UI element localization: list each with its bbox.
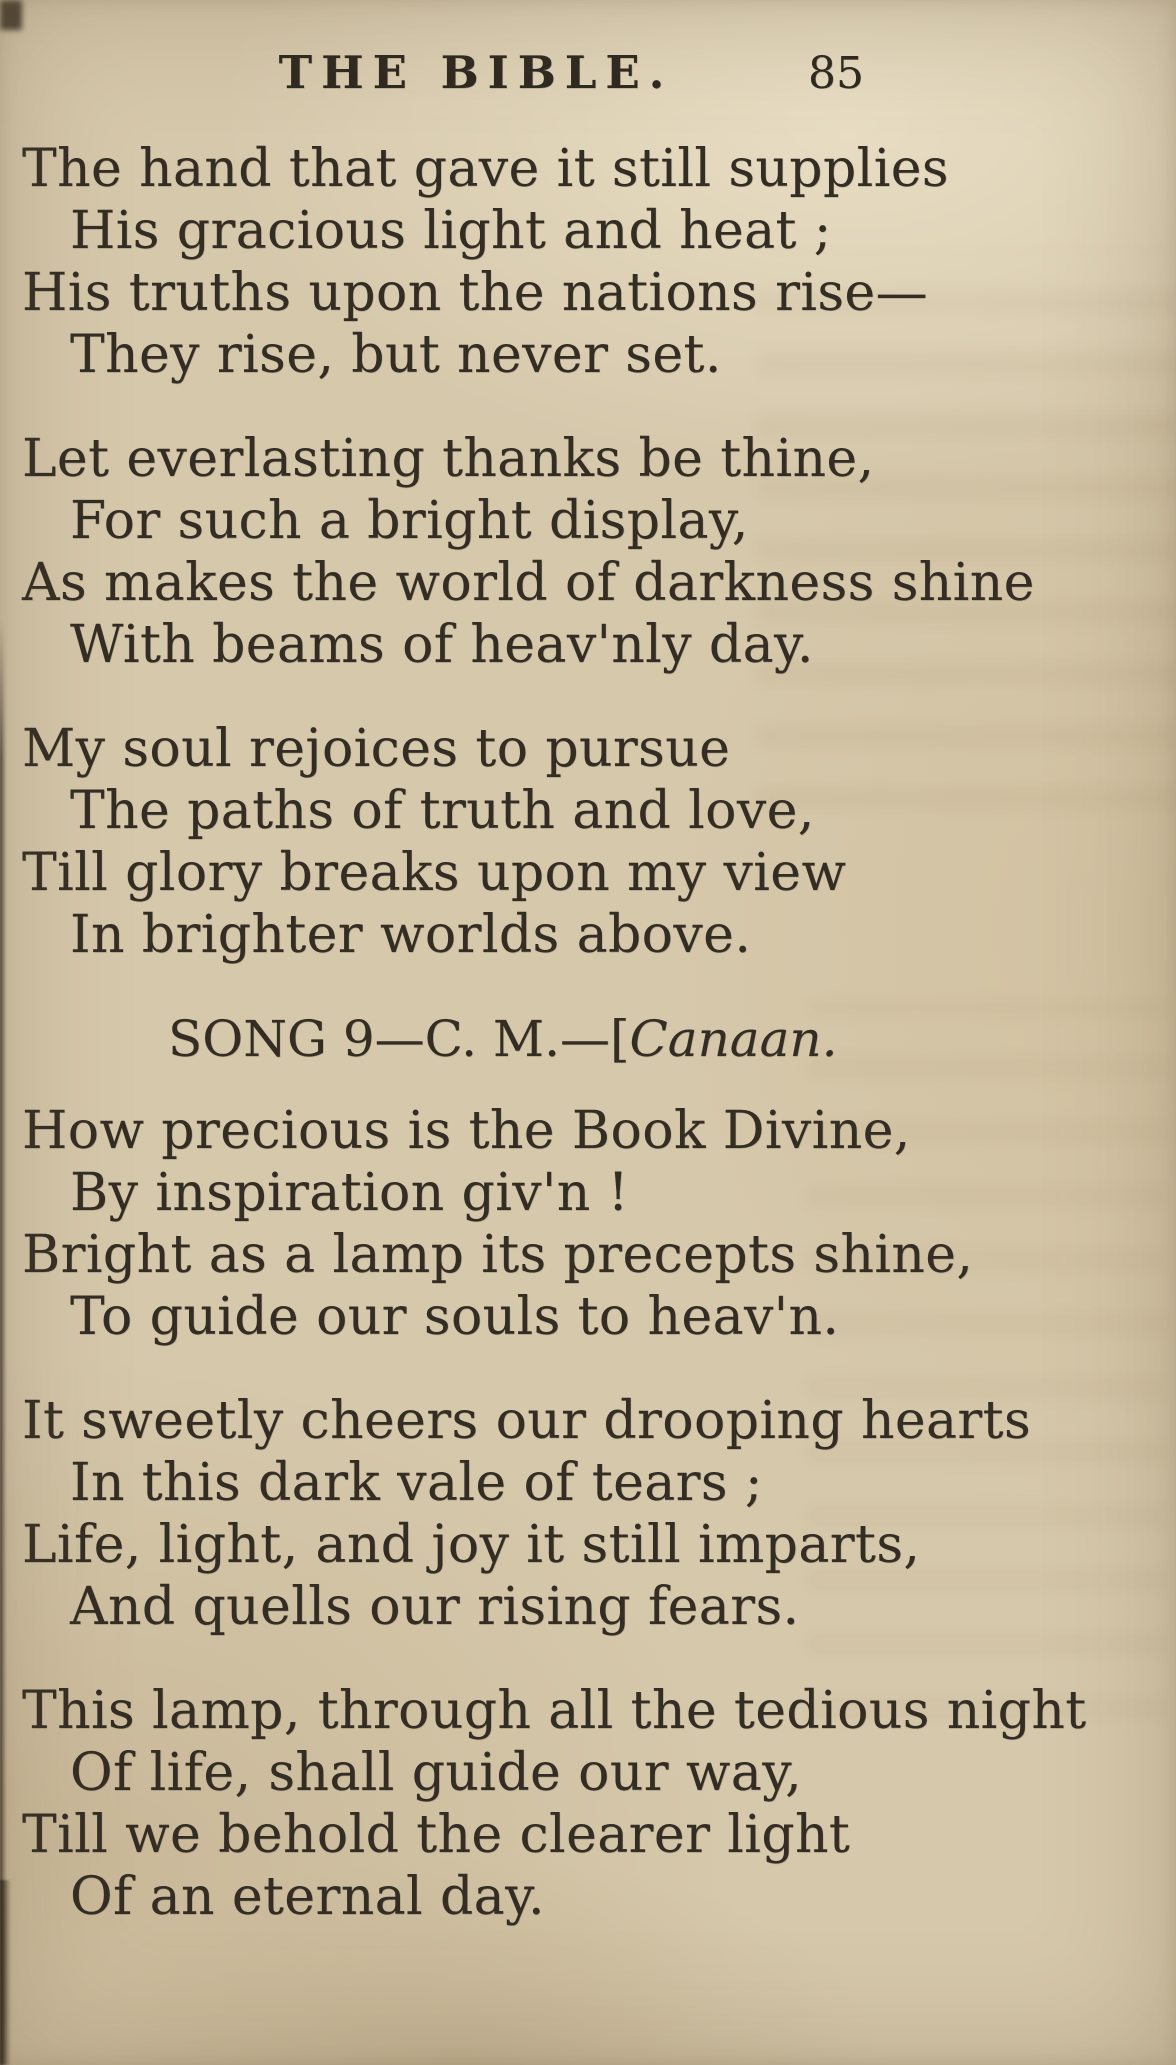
stanza-1 xyxy=(22,138,1162,386)
verse-line: In brighter worlds above. xyxy=(70,905,752,965)
verse-line: Let everlasting thanks be thine, xyxy=(22,429,875,489)
verse-line: In this dark vale of tears ; xyxy=(70,1453,763,1513)
binding-shadow-left xyxy=(0,620,7,2065)
verse-line: For such a bright display, xyxy=(70,491,749,551)
verse-line: The paths of truth and love, xyxy=(70,781,815,841)
verse-line: Bright as a lamp its precepts shine, xyxy=(22,1225,974,1285)
verse-line: It sweetly cheers our drooping hearts xyxy=(22,1391,1032,1451)
verse-line: Life, light, and joy it still imparts, xyxy=(22,1515,921,1575)
verse-line: Till glory breaks upon my view xyxy=(22,843,847,903)
song-heading xyxy=(22,1008,1162,1070)
verse-line: By inspiration giv'n ! xyxy=(70,1163,629,1223)
verse-line: This lamp, through all the tedious night xyxy=(22,1681,1087,1741)
stanza-3 xyxy=(22,718,1162,966)
stanza-4 xyxy=(22,1100,1162,1348)
stanza-6 xyxy=(22,1680,1162,1928)
verse-line: His truths upon the nations rise— xyxy=(22,263,929,323)
verse-line: As makes the world of darkness shine xyxy=(22,553,1035,613)
song-tune-name: Canaan. xyxy=(629,1010,838,1068)
verse-line: Till we behold the clearer light xyxy=(22,1805,851,1865)
verse-line: To guide our souls to heav'n. xyxy=(70,1287,840,1347)
verse-line: My soul rejoices to pursue xyxy=(22,719,731,779)
stanza-2 xyxy=(22,428,1162,676)
verse-line: They rise, but never set. xyxy=(70,325,722,385)
running-title: THE BIBLE. xyxy=(278,46,674,99)
verse-line: Of life, shall guide our way, xyxy=(70,1743,803,1803)
song-heading-label: SONG 9—C. M.—[ xyxy=(168,1010,630,1068)
verse-line: His gracious light and heat ; xyxy=(70,201,832,261)
binding-shadow-bottom xyxy=(0,1880,11,2065)
verse-line: Of an eternal day. xyxy=(70,1867,545,1927)
stanza-5 xyxy=(22,1390,1162,1638)
binding-shadow-top xyxy=(0,0,22,30)
verse-line: And quells our rising fears. xyxy=(70,1577,800,1637)
verse-line: The hand that gave it still supplies xyxy=(22,139,949,199)
verse-line: With beams of heav'nly day. xyxy=(70,615,814,675)
page-number: 85 xyxy=(808,48,864,99)
verse-line: How precious is the Book Divine, xyxy=(22,1101,911,1161)
page-header xyxy=(0,46,1176,116)
hymn-text xyxy=(22,138,1162,1970)
